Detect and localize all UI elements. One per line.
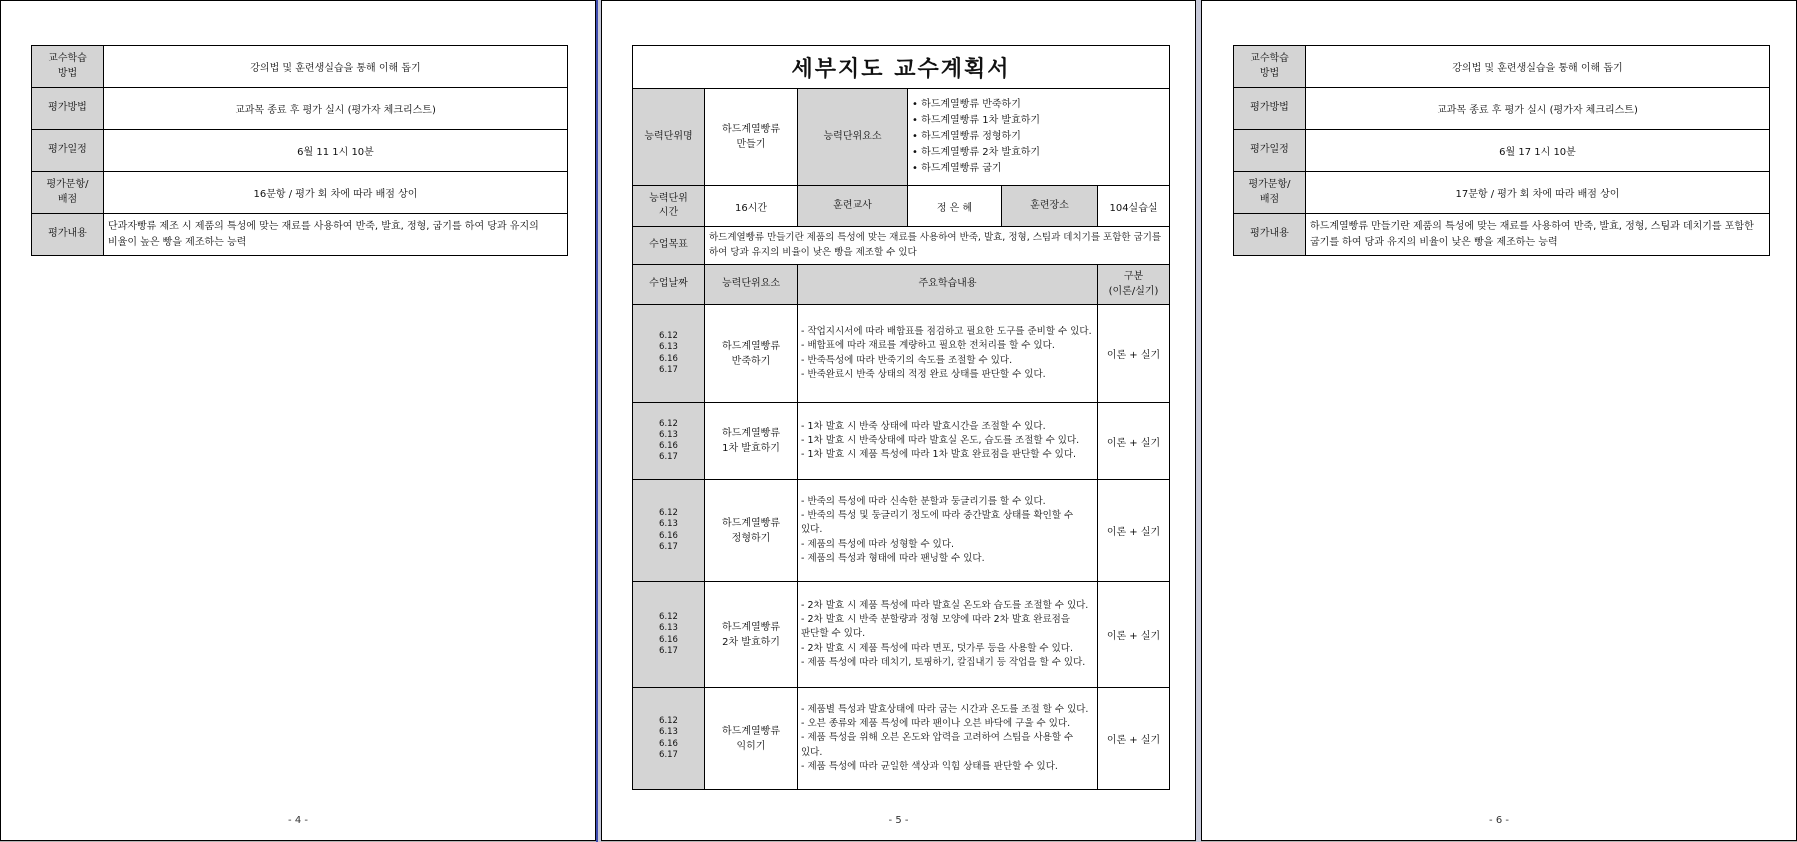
content-line: - 제품의 특성에 따라 성형할 수 있다. bbox=[801, 538, 955, 550]
table-row bbox=[1234, 214, 1770, 256]
row-value: 17문항 / 평가 회 차에 따라 배점 상이 bbox=[1306, 172, 1770, 214]
date: 6.17 bbox=[659, 541, 678, 552]
lesson-plan-table bbox=[632, 45, 1170, 790]
date-header: 수업날짜 bbox=[633, 265, 705, 305]
date: 6.13 bbox=[659, 623, 678, 634]
date: 6.17 bbox=[659, 749, 678, 760]
table-row bbox=[32, 172, 568, 214]
element-cell: 하드계열빵류 2차 발효하기 bbox=[705, 582, 798, 688]
content-line: - 반죽의 특성에 따라 신속한 분할과 둥글리기를 할 수 있다. bbox=[801, 496, 1046, 508]
content-line: - 오븐 종류와 제품 특성에 따라 팬이나 오븐 바닥에 구울 수 있다. bbox=[801, 718, 1071, 730]
table-row bbox=[32, 88, 568, 130]
date: 6.17 bbox=[659, 364, 678, 375]
content-cell bbox=[798, 480, 1098, 582]
table-row bbox=[633, 403, 1170, 480]
content-line: - 작업지시서에 따라 배합표를 점검하고 필요한 도구를 준비할 수 있다. bbox=[801, 326, 1092, 338]
content-line: - 제품별 특성과 발효상태에 따라 굽는 시간과 온도를 조절 할 수 있다. bbox=[801, 704, 1089, 716]
type-cell: 이론 + 실기 bbox=[1098, 688, 1170, 790]
row-label: 평가일정 bbox=[32, 130, 104, 172]
content-line: - 제품의 특성과 형태에 따라 팬닝할 수 있다. bbox=[801, 552, 985, 564]
row-value: 강의법 및 훈련생실습을 통해 이해 돕기 bbox=[104, 46, 568, 88]
time-label: 능력단위 시간 bbox=[633, 186, 705, 227]
date: 6.16 bbox=[659, 634, 678, 645]
date: 6.16 bbox=[659, 353, 678, 364]
date: 6.17 bbox=[659, 645, 678, 656]
table-row bbox=[1234, 172, 1770, 214]
content-line: - 2차 발효 시 제품 특성에 따라 면포, 덧가루 등을 사용할 수 있다. bbox=[801, 642, 1073, 654]
content-line: - 2차 발효 시 반죽 분할량과 정형 모양에 따라 2차 발효 완료점을 판단할 수 있다. bbox=[801, 614, 1070, 640]
list-item: • 하드계열빵류 정형하기 bbox=[912, 129, 1165, 145]
content-line: - 제품 특성에 따라 데치기, 토핑하기, 칼집내기 등 작업을 할 수 있다. bbox=[801, 656, 1086, 668]
row-label: 교수학습 방법 bbox=[32, 46, 104, 88]
table-row bbox=[1234, 88, 1770, 130]
content-line: - 제품 특성을 위해 오븐 온도와 압력을 고려하여 스팀을 사용할 수 있다. bbox=[801, 732, 1074, 758]
row-value: 6월 11 1시 10분 bbox=[104, 130, 568, 172]
date: 6.12 bbox=[659, 612, 678, 623]
page-number: - 4 - bbox=[288, 815, 308, 826]
date: 6.16 bbox=[659, 441, 678, 451]
row-label: 평가방법 bbox=[32, 88, 104, 130]
content-cell bbox=[798, 305, 1098, 403]
type-cell: 이론 + 실기 bbox=[1098, 480, 1170, 582]
table-row bbox=[1234, 130, 1770, 172]
content-line: - 1차 발효 시 반죽상태에 따라 발효실 온도, 습도를 조절할 수 있다. bbox=[801, 434, 1080, 446]
list-item: • 하드계열빵류 2차 발효하기 bbox=[912, 145, 1165, 161]
element-cell: 하드계열빵류 반죽하기 bbox=[705, 305, 798, 403]
table-row bbox=[32, 130, 568, 172]
date: 6.13 bbox=[659, 342, 678, 353]
row-value: 단과자빵류 제조 시 제품의 특성에 맞는 재료를 사용하여 반죽, 발효, 정형, 굽기를 하여 당과 유지의 비율이 높은 빵을 제조하는 능력 bbox=[104, 214, 568, 256]
date: 6.12 bbox=[659, 716, 678, 727]
date: 6.16 bbox=[659, 530, 678, 541]
elements-label: 능력단위요소 bbox=[798, 89, 908, 186]
list-item: • 하드계열빵류 굽기 bbox=[912, 161, 1165, 177]
content-line: - 1차 발효 시 제품 특성에 따라 1차 발효 완료점을 판단할 수 있다. bbox=[801, 449, 1077, 461]
page-5 bbox=[601, 0, 1196, 841]
document-title: 세부지도 교수계획서 bbox=[633, 46, 1170, 89]
content-line: - 배합표에 따라 재료를 계량하고 필요한 전처리를 할 수 있다. bbox=[801, 340, 1055, 352]
row-label: 교수학습 방법 bbox=[1234, 46, 1306, 88]
type-cell: 이론 + 실기 bbox=[1098, 403, 1170, 480]
table-row bbox=[32, 214, 568, 256]
element-cell: 하드계열빵류 익히기 bbox=[705, 688, 798, 790]
date: 6.12 bbox=[659, 508, 678, 519]
row-label: 평가내용 bbox=[1234, 214, 1306, 256]
page-number: - 5 - bbox=[888, 815, 909, 826]
content-cell bbox=[798, 582, 1098, 688]
list-item: • 하드계열빵류 반죽하기 bbox=[912, 97, 1165, 113]
element-header: 능력단위요소 bbox=[705, 265, 798, 305]
date-cell bbox=[633, 305, 705, 403]
unit-time: 16시간 bbox=[705, 186, 798, 227]
page-4 bbox=[0, 0, 596, 841]
element-cell: 하드계열빵류 1차 발효하기 bbox=[705, 403, 798, 480]
date: 6.16 bbox=[659, 738, 678, 749]
row-value: 교과목 종료 후 평가 실시 (평가자 체크리스트) bbox=[1306, 88, 1770, 130]
table-row bbox=[633, 688, 1170, 790]
content-line: - 반죽특성에 따라 반죽기의 속도를 조절할 수 있다. bbox=[801, 354, 1013, 366]
evaluation-table bbox=[31, 45, 568, 256]
row-value: 6월 17 1시 10분 bbox=[1306, 130, 1770, 172]
date-cell bbox=[633, 480, 705, 582]
list-item: • 하드계열빵류 1차 발효하기 bbox=[912, 113, 1165, 129]
date: 6.12 bbox=[659, 331, 678, 342]
date-cell bbox=[633, 688, 705, 790]
row-value: 교과목 종료 후 평가 실시 (평가자 체크리스트) bbox=[104, 88, 568, 130]
content-line: - 2차 발효 시 제품 특성에 따라 발효실 온도와 습도를 조절할 수 있다. bbox=[801, 600, 1089, 612]
elements-cell bbox=[908, 89, 1170, 186]
type-cell: 이론 + 실기 bbox=[1098, 582, 1170, 688]
table-row bbox=[32, 46, 568, 88]
row-label: 평가문항/ 배점 bbox=[32, 172, 104, 214]
date-cell bbox=[633, 403, 705, 480]
date: 6.13 bbox=[659, 727, 678, 738]
date: 6.17 bbox=[659, 452, 678, 463]
content-header: 주요학습내용 bbox=[798, 265, 1098, 305]
date: 6.12 bbox=[659, 418, 678, 429]
type-header: 구분 (이론/실기) bbox=[1098, 265, 1170, 305]
page-number: - 6 - bbox=[1489, 815, 1509, 826]
table-row bbox=[633, 305, 1170, 403]
content-line: - 1차 발효 시 반죽 상태에 따라 발효시간을 조절할 수 있다. bbox=[801, 420, 1046, 432]
content-line: - 반죽의 특성 및 둥글리기 정도에 따라 중간발효 상태를 확인할 수 있다. bbox=[801, 510, 1074, 536]
type-cell: 이론 + 실기 bbox=[1098, 305, 1170, 403]
row-label: 평가일정 bbox=[1234, 130, 1306, 172]
goal-label: 수업목표 bbox=[633, 227, 705, 265]
training-place: 104실습실 bbox=[1098, 186, 1170, 227]
date-cell bbox=[633, 582, 705, 688]
row-value: 강의법 및 훈련생실습을 통해 이해 돕기 bbox=[1306, 46, 1770, 88]
table-row bbox=[1234, 46, 1770, 88]
page-6 bbox=[1201, 0, 1797, 841]
teacher-name: 정 은 혜 bbox=[908, 186, 1002, 227]
content-cell bbox=[798, 688, 1098, 790]
lesson-goal: 하드계열빵류 만들기란 제품의 특성에 맞는 재료를 사용하여 반죽, 발효, 정형, 스팀과 데치기를 포함한 굽기를 하여 당과 유지의 비율이 낮은 빵을 제조할 수 있다 bbox=[705, 227, 1170, 265]
content-line: - 반죽완료시 반죽 상태의 적정 완료 상태를 판단할 수 있다. bbox=[801, 368, 1046, 380]
row-label: 평가방법 bbox=[1234, 88, 1306, 130]
date: 6.13 bbox=[659, 519, 678, 530]
row-label: 평가내용 bbox=[32, 214, 104, 256]
teacher-label: 훈련교사 bbox=[798, 186, 908, 227]
date: 6.13 bbox=[659, 429, 678, 440]
content-line: - 제품 특성에 따라 균일한 색상과 익힘 상태를 판단할 수 있다. bbox=[801, 760, 1058, 772]
unit-name-label: 능력단위명 bbox=[633, 89, 705, 186]
evaluation-table bbox=[1233, 45, 1770, 256]
row-label: 평가문항/ 배점 bbox=[1234, 172, 1306, 214]
table-row bbox=[633, 582, 1170, 688]
table-row bbox=[633, 480, 1170, 582]
row-value: 16문항 / 평가 회 차에 따라 배점 상이 bbox=[104, 172, 568, 214]
element-cell: 하드계열빵류 정형하기 bbox=[705, 480, 798, 582]
unit-name: 하드계열빵류 만들기 bbox=[705, 89, 798, 186]
place-label: 훈련장소 bbox=[1002, 186, 1098, 227]
content-cell bbox=[798, 403, 1098, 480]
elements-list bbox=[912, 97, 1165, 177]
row-value: 하드계열빵류 만들기란 제품의 특성에 맞는 재료를 사용하여 반죽, 발효, 정형, 스팀과 데치기를 포함한 굽기를 하여 당과 유지의 비율이 낮은 빵을 제조하는 능력 bbox=[1306, 214, 1770, 256]
